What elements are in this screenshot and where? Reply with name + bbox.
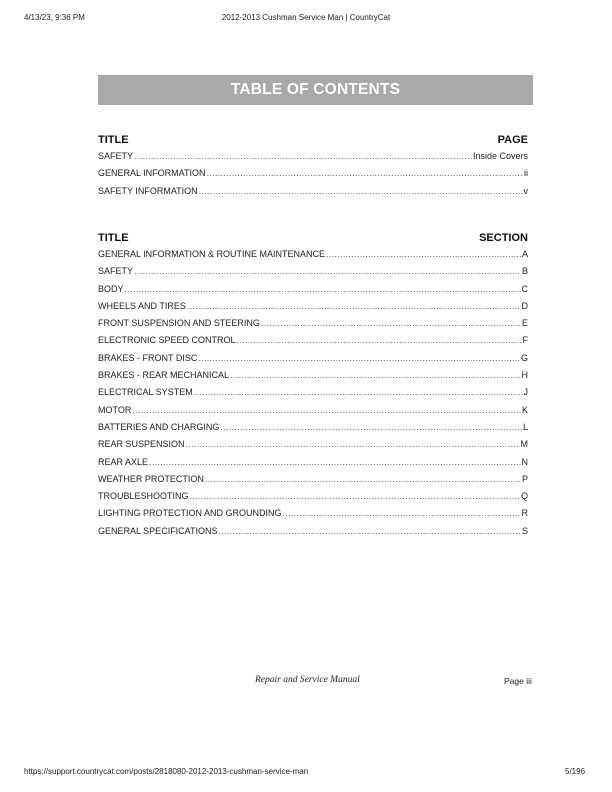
toc-entry bbox=[98, 405, 528, 422]
toc-entry-title: LIGHTING PROTECTION AND GROUNDING bbox=[98, 508, 282, 519]
toc-entry-reference: Inside Covers bbox=[472, 151, 528, 161]
toc-entry bbox=[98, 301, 528, 318]
dot-leader bbox=[198, 353, 520, 363]
toc-entry-reference: M bbox=[520, 439, 528, 450]
section1-title-header: TITLE bbox=[98, 134, 129, 146]
toc-entry-title: FRONT SUSPENSION AND STEERING bbox=[98, 318, 260, 329]
toc-entry-reference: G bbox=[520, 352, 528, 363]
dot-leader bbox=[230, 370, 520, 380]
toc-entry bbox=[98, 526, 528, 543]
toc-entry bbox=[98, 508, 528, 525]
toc-entry-title: ELECTRONIC SPEED CONTROL bbox=[98, 335, 236, 346]
dot-leader bbox=[194, 387, 523, 397]
section2-title-header: TITLE bbox=[98, 232, 129, 244]
toc-entry-reference: J bbox=[523, 387, 528, 398]
toc-entry-reference: R bbox=[521, 508, 528, 519]
toc-entry-title: ELECTRICAL SYSTEM bbox=[98, 387, 193, 398]
toc-entry bbox=[98, 457, 528, 474]
section1-page-header: PAGE bbox=[497, 134, 528, 146]
print-page-count: 5/196 bbox=[565, 767, 586, 776]
toc-entry-title: GENERAL SPECIFICATIONS bbox=[98, 525, 218, 536]
toc-entry bbox=[98, 387, 528, 404]
dot-leader bbox=[134, 266, 521, 276]
dot-leader bbox=[125, 284, 521, 294]
toc-entry bbox=[98, 284, 528, 301]
toc-entry-reference: K bbox=[521, 404, 528, 415]
toc-entry-title: SAFETY bbox=[98, 266, 134, 277]
dot-leader bbox=[186, 439, 520, 449]
manual-title: Repair and Service Manual bbox=[255, 675, 360, 685]
toc-entry-title: GENERAL INFORMATION & ROUTINE MAINTENANCE bbox=[98, 249, 326, 259]
toc-entry bbox=[98, 439, 528, 456]
section2-entries bbox=[98, 249, 528, 543]
toc-entry-title: SAFETY bbox=[98, 151, 134, 161]
dot-leader bbox=[190, 491, 520, 501]
dot-leader bbox=[132, 405, 521, 415]
toc-entry-title: BODY bbox=[98, 283, 124, 294]
dot-leader bbox=[205, 474, 521, 484]
toc-entry-title: GENERAL INFORMATION bbox=[98, 168, 206, 179]
dot-leader bbox=[187, 301, 521, 311]
toc-entry bbox=[98, 318, 528, 335]
toc-entry-title: MOTOR bbox=[98, 404, 132, 415]
section2-column-headers bbox=[98, 232, 528, 244]
dot-leader bbox=[149, 457, 520, 467]
dot-leader bbox=[219, 526, 521, 536]
toc-entry-title: BATTERIES AND CHARGING bbox=[98, 421, 220, 432]
dot-leader bbox=[220, 422, 522, 432]
toc-entry-title: BRAKES - FRONT DISC bbox=[98, 352, 198, 363]
toc-entry bbox=[98, 249, 528, 266]
dot-leader bbox=[207, 168, 523, 178]
dot-leader bbox=[134, 151, 472, 161]
toc-entry-reference: N bbox=[521, 456, 528, 467]
print-page-title: 2012-2013 Cushman Service Man | CountryCat bbox=[221, 13, 391, 22]
toc-entry-reference: L bbox=[522, 421, 528, 432]
toc-entry bbox=[98, 491, 528, 508]
toc-entry bbox=[98, 370, 528, 387]
toc-entry-title: REAR SUSPENSION bbox=[98, 439, 185, 450]
toc-entry bbox=[98, 422, 528, 439]
toc-entry bbox=[98, 168, 528, 185]
dot-leader bbox=[261, 318, 521, 328]
toc-banner-title: TABLE OF CONTENTS bbox=[230, 81, 401, 98]
toc-entry bbox=[98, 186, 528, 203]
toc-entry-reference: B bbox=[521, 266, 528, 277]
section2-section-header: SECTION bbox=[479, 232, 528, 244]
dot-leader bbox=[283, 508, 521, 518]
dot-leader bbox=[199, 186, 523, 196]
section1-entries bbox=[98, 151, 528, 203]
toc-entry-title: BRAKES - REAR MECHANICAL bbox=[98, 370, 230, 381]
toc-entry-reference: F bbox=[522, 335, 528, 346]
page-number: Page iii bbox=[504, 676, 532, 686]
toc-entry bbox=[98, 474, 528, 491]
toc-entry-reference: ii bbox=[524, 168, 528, 179]
toc-entry-title: WHEELS AND TIRES bbox=[98, 300, 186, 311]
section1-column-headers bbox=[98, 134, 528, 146]
dot-leader bbox=[237, 335, 522, 345]
print-datetime: 4/13/23, 9:36 PM bbox=[24, 13, 85, 22]
toc-entry-reference: Q bbox=[520, 491, 528, 502]
toc-entry-reference: S bbox=[521, 525, 528, 536]
toc-entry bbox=[98, 266, 528, 283]
toc-entry bbox=[98, 151, 528, 168]
toc-entry-reference: D bbox=[521, 300, 528, 311]
toc-entry-title: WEATHER PROTECTION bbox=[98, 473, 204, 484]
toc-entry bbox=[98, 353, 528, 370]
toc-entry-reference: P bbox=[521, 473, 528, 484]
toc-entry-reference: E bbox=[521, 318, 528, 329]
print-url: https://support.countrycat.com/posts/2818080-2012-2013-cushman-service-man bbox=[24, 767, 309, 776]
toc-entry-reference: C bbox=[521, 283, 528, 294]
dot-leader bbox=[326, 249, 521, 259]
toc-entry-title: SAFETY INFORMATION bbox=[98, 185, 198, 196]
toc-entry-title: REAR AXLE bbox=[98, 456, 149, 467]
toc-banner bbox=[98, 75, 533, 105]
toc-entry bbox=[98, 335, 528, 352]
toc-entry-reference: A bbox=[521, 249, 528, 259]
toc-entry-reference: H bbox=[521, 370, 528, 381]
toc-entry-title: TROUBLESHOOTING bbox=[98, 491, 189, 502]
toc-entry-reference: v bbox=[523, 185, 528, 196]
